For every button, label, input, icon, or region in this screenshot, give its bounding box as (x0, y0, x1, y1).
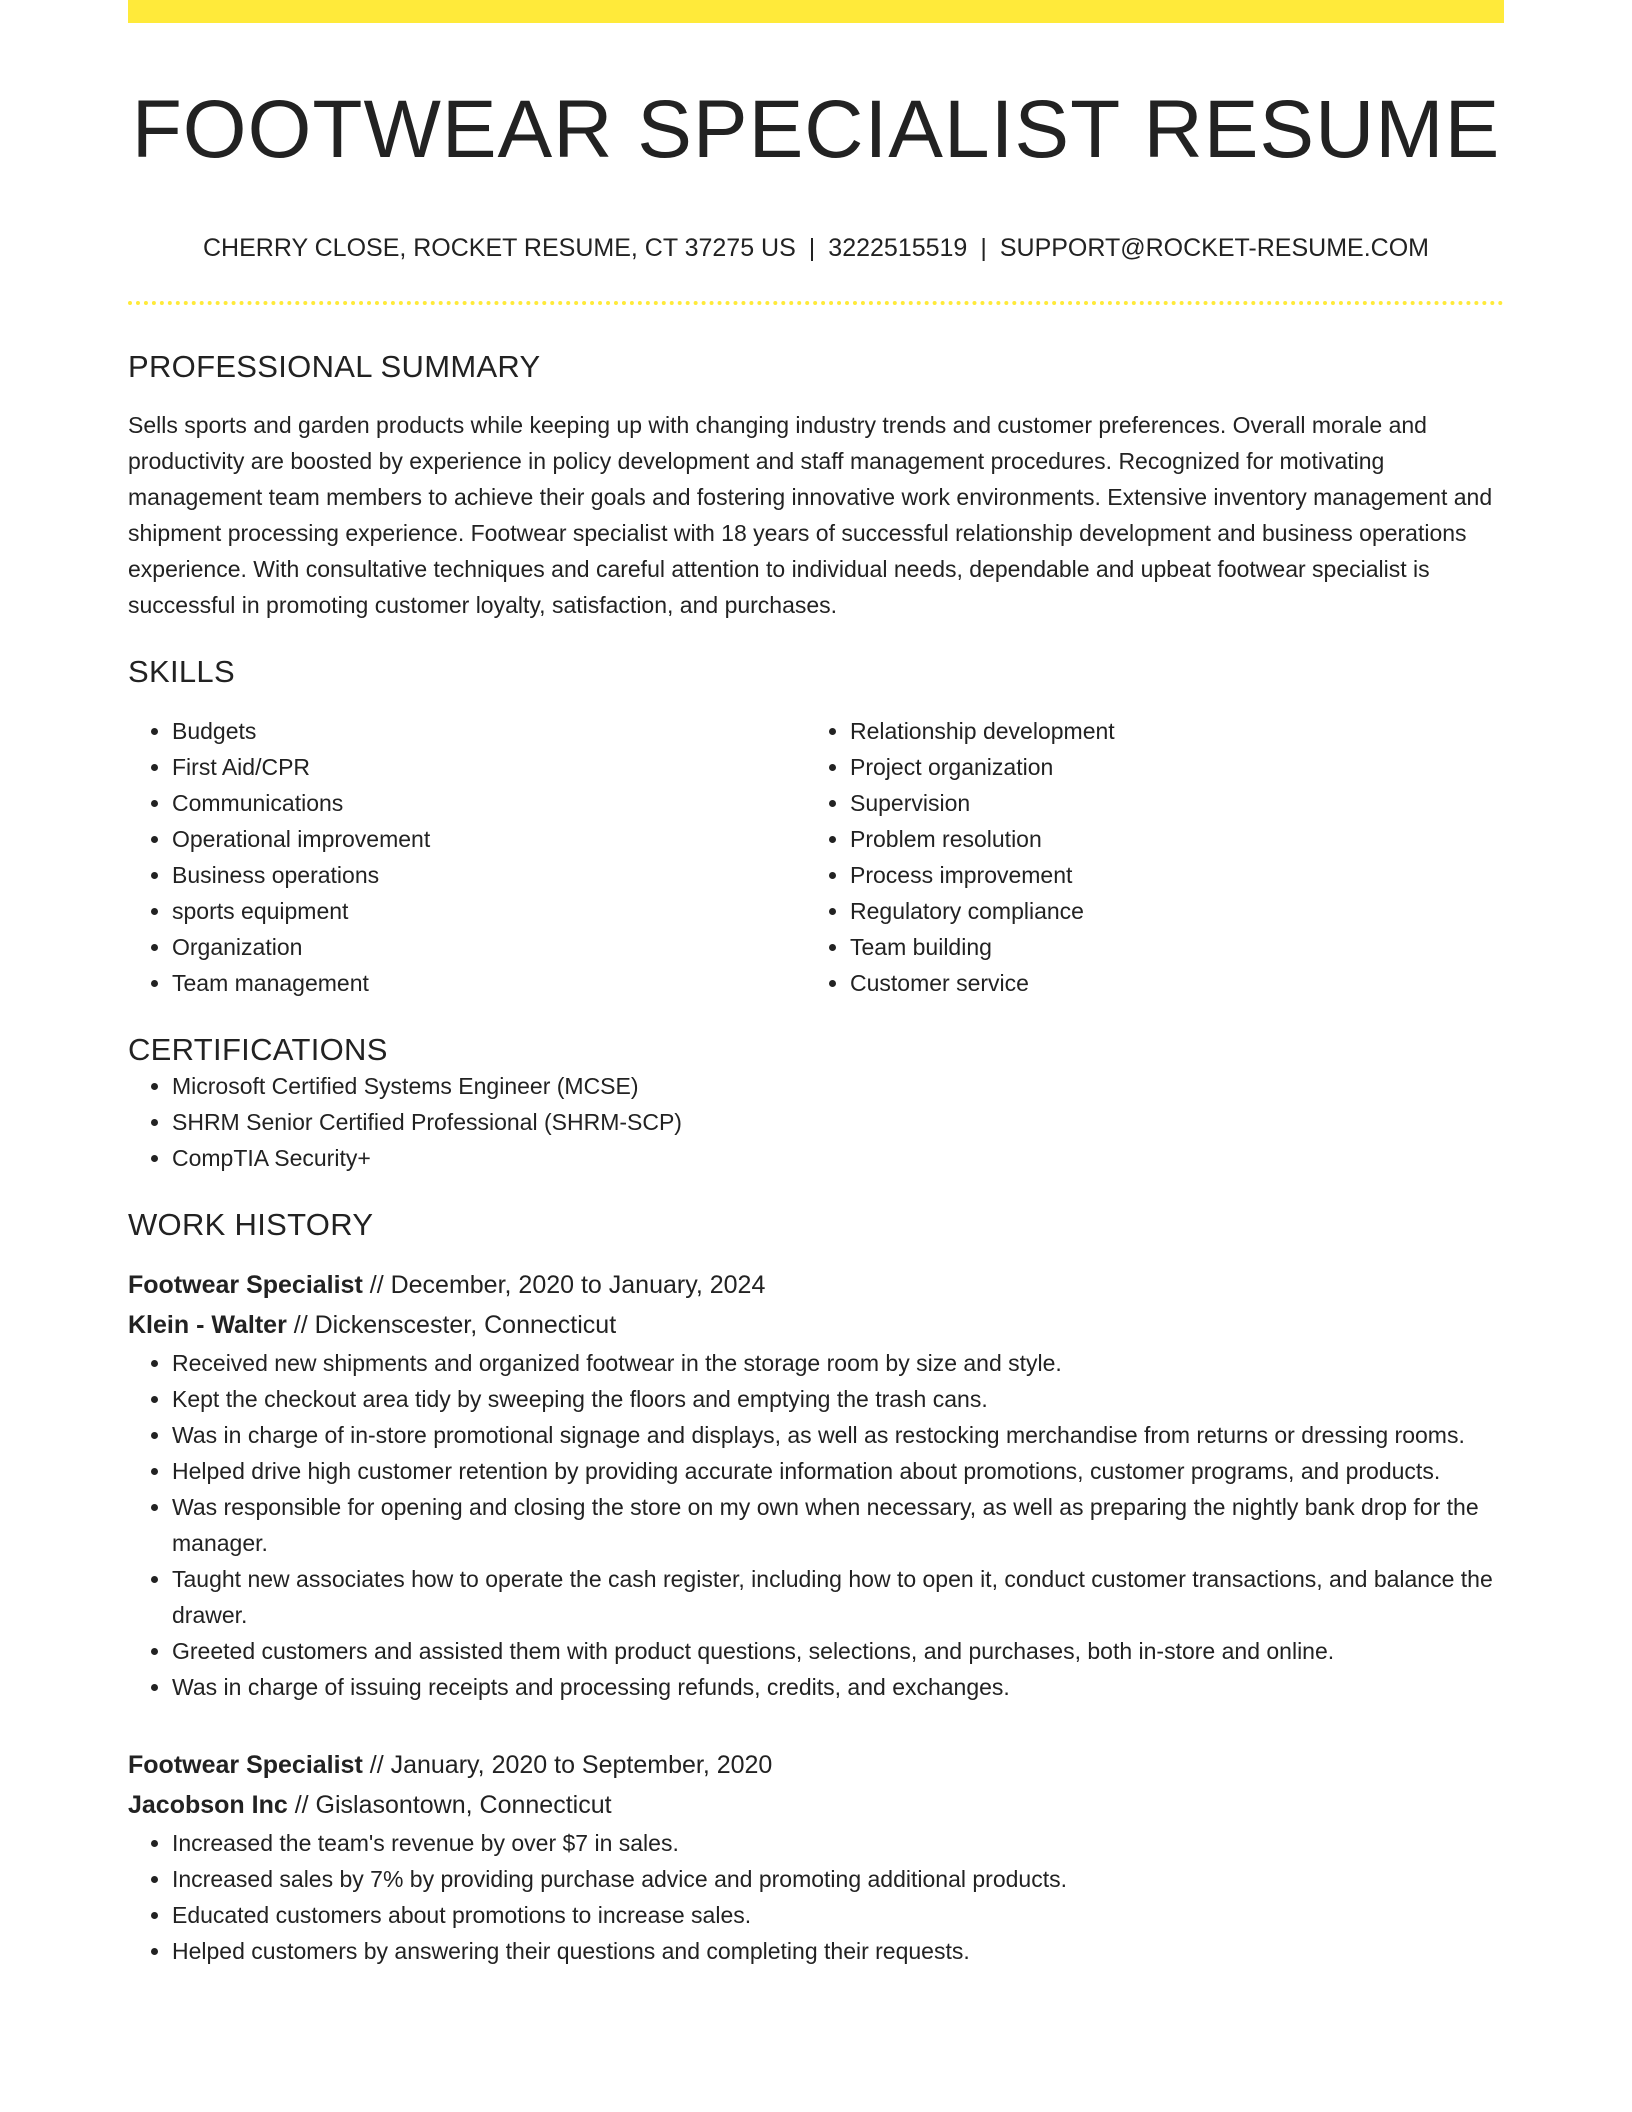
dotted-divider (128, 301, 1504, 305)
job-company: Klein - Walter (128, 1310, 287, 1339)
section-heading-skills: SKILLS (128, 654, 235, 690)
job-duty-item: • Increased sales by 7% by providing purchase advice and promoting additional products. (172, 1861, 1504, 1897)
certifications-list (128, 1068, 1504, 1176)
skill-item: • Operational improvement (172, 821, 806, 857)
job-dates: // January, 2020 to September, 2020 (369, 1750, 773, 1779)
section-heading-work-history: WORK HISTORY (128, 1206, 374, 1242)
job-duties-list (128, 1825, 1504, 1969)
job-entry (128, 1265, 1504, 1705)
job-duty-item: • Received new shipments and organized footwear in the storage room by size and style. (172, 1345, 1504, 1381)
skill-item: • Communications (172, 785, 806, 821)
job-duty-item: • Was responsible for opening and closing the store on my own when necessary, as well as preparing the nightly bank drop for the manager. (172, 1489, 1504, 1561)
certification-item: • SHRM Senior Certified Professional (SHRM-SCP) (172, 1104, 1504, 1140)
job-duty-item: • Kept the checkout area tidy by sweeping the floors and emptying the trash cans. (172, 1381, 1504, 1417)
skill-item: • sports equipment (172, 893, 806, 929)
job-duty-item: • Educated customers about promotions to increase sales. (172, 1897, 1504, 1933)
skill-item: • Process improvement (850, 857, 1484, 893)
job-duty-item: • Helped drive high customer retention by providing accurate information about promotions, customer programs, and products. (172, 1453, 1504, 1489)
skill-item: • Budgets (172, 713, 806, 749)
skills-grid (128, 713, 1504, 1001)
job-duties-list (128, 1345, 1504, 1705)
job-title-line (128, 1265, 1504, 1305)
summary-text: Sells sports and garden products while keeping up with changing industry trends and customer preferences. Overall morale and productivity are boosted by experience in policy development and staff management procedures. Recognized for motivating management team members to achieve their goals and fostering innovative work environments. Extensive inventory management and shipment processing experience. Footwear specialist with 18 years of successful relationship development and business operations experience. With consultative techniques and careful attention to individual needs, dependable and upbeat footwear specialist is successful in promoting customer loyalty, satisfaction, and purchases. (128, 412, 1493, 619)
job-duty-item: • Greeted customers and assisted them with product questions, selections, and purchases, both in-store and online. (172, 1633, 1504, 1669)
contact-address: CHERRY CLOSE, ROCKET RESUME, CT 37275 US (203, 234, 796, 263)
skill-item: • Problem resolution (850, 821, 1484, 857)
work-history-list (128, 1265, 1504, 1969)
skill-item: • First Aid/CPR (172, 749, 806, 785)
section-heading-certifications: CERTIFICATIONS (128, 1031, 388, 1067)
job-location: // Dickenscester, Connecticut (293, 1310, 617, 1339)
contact-email: SUPPORT@ROCKET-RESUME.COM (999, 234, 1429, 263)
job-duty-item: • Was in charge of issuing receipts and processing refunds, credits, and exchanges. (172, 1669, 1504, 1705)
job-location: // Gislasontown, Connecticut (294, 1790, 612, 1819)
job-title: Footwear Specialist (128, 1750, 363, 1779)
certification-item: • Microsoft Certified Systems Engineer (MCSE) (172, 1068, 1504, 1104)
job-duty-item: • Was in charge of in-store promotional signage and displays, as well as restocking merchandise from returns or dressing rooms. (172, 1417, 1504, 1453)
job-title: Footwear Specialist (128, 1270, 363, 1299)
contact-separator: | (808, 234, 816, 263)
resume-title: FOOTWEAR SPECIALIST RESUME (131, 84, 1501, 175)
skill-item: • Team building (850, 929, 1484, 965)
job-company-line (128, 1305, 1504, 1345)
skills-list-left (128, 713, 806, 1001)
job-entry (128, 1745, 1504, 1969)
certification-item: • CompTIA Security+ (172, 1140, 1504, 1176)
skill-item: • Regulatory compliance (850, 893, 1484, 929)
skill-item: • Supervision (850, 785, 1484, 821)
skills-list-right (806, 713, 1484, 1001)
job-duty-item: • Increased the team's revenue by over $7 in sales. (172, 1825, 1504, 1861)
skills-column-left (128, 713, 806, 1001)
contact-separator: | (980, 234, 987, 263)
skill-item: • Relationship development (850, 713, 1484, 749)
skill-item: • Business operations (172, 857, 806, 893)
section-heading-summary: PROFESSIONAL SUMMARY (128, 349, 541, 385)
skill-item: • Team management (172, 965, 806, 1001)
contact-line (128, 233, 1504, 263)
job-company-line (128, 1785, 1504, 1825)
job-duty-item: • Helped customers by answering their questions and completing their requests. (172, 1933, 1504, 1969)
resume-page (128, 0, 1504, 1969)
contact-phone: 3222515519 (828, 234, 968, 263)
job-title-line (128, 1745, 1504, 1785)
job-company: Jacobson Inc (128, 1790, 288, 1819)
job-dates: // December, 2020 to January, 2024 (369, 1270, 766, 1299)
top-accent-bar (128, 0, 1504, 23)
skill-item: • Project organization (850, 749, 1484, 785)
job-duty-item: • Taught new associates how to operate the cash register, including how to open it, conduct customer transactions, and balance the drawer. (172, 1561, 1504, 1633)
skills-column-right (806, 713, 1484, 1001)
skill-item: • Customer service (850, 965, 1484, 1001)
skill-item: • Organization (172, 929, 806, 965)
